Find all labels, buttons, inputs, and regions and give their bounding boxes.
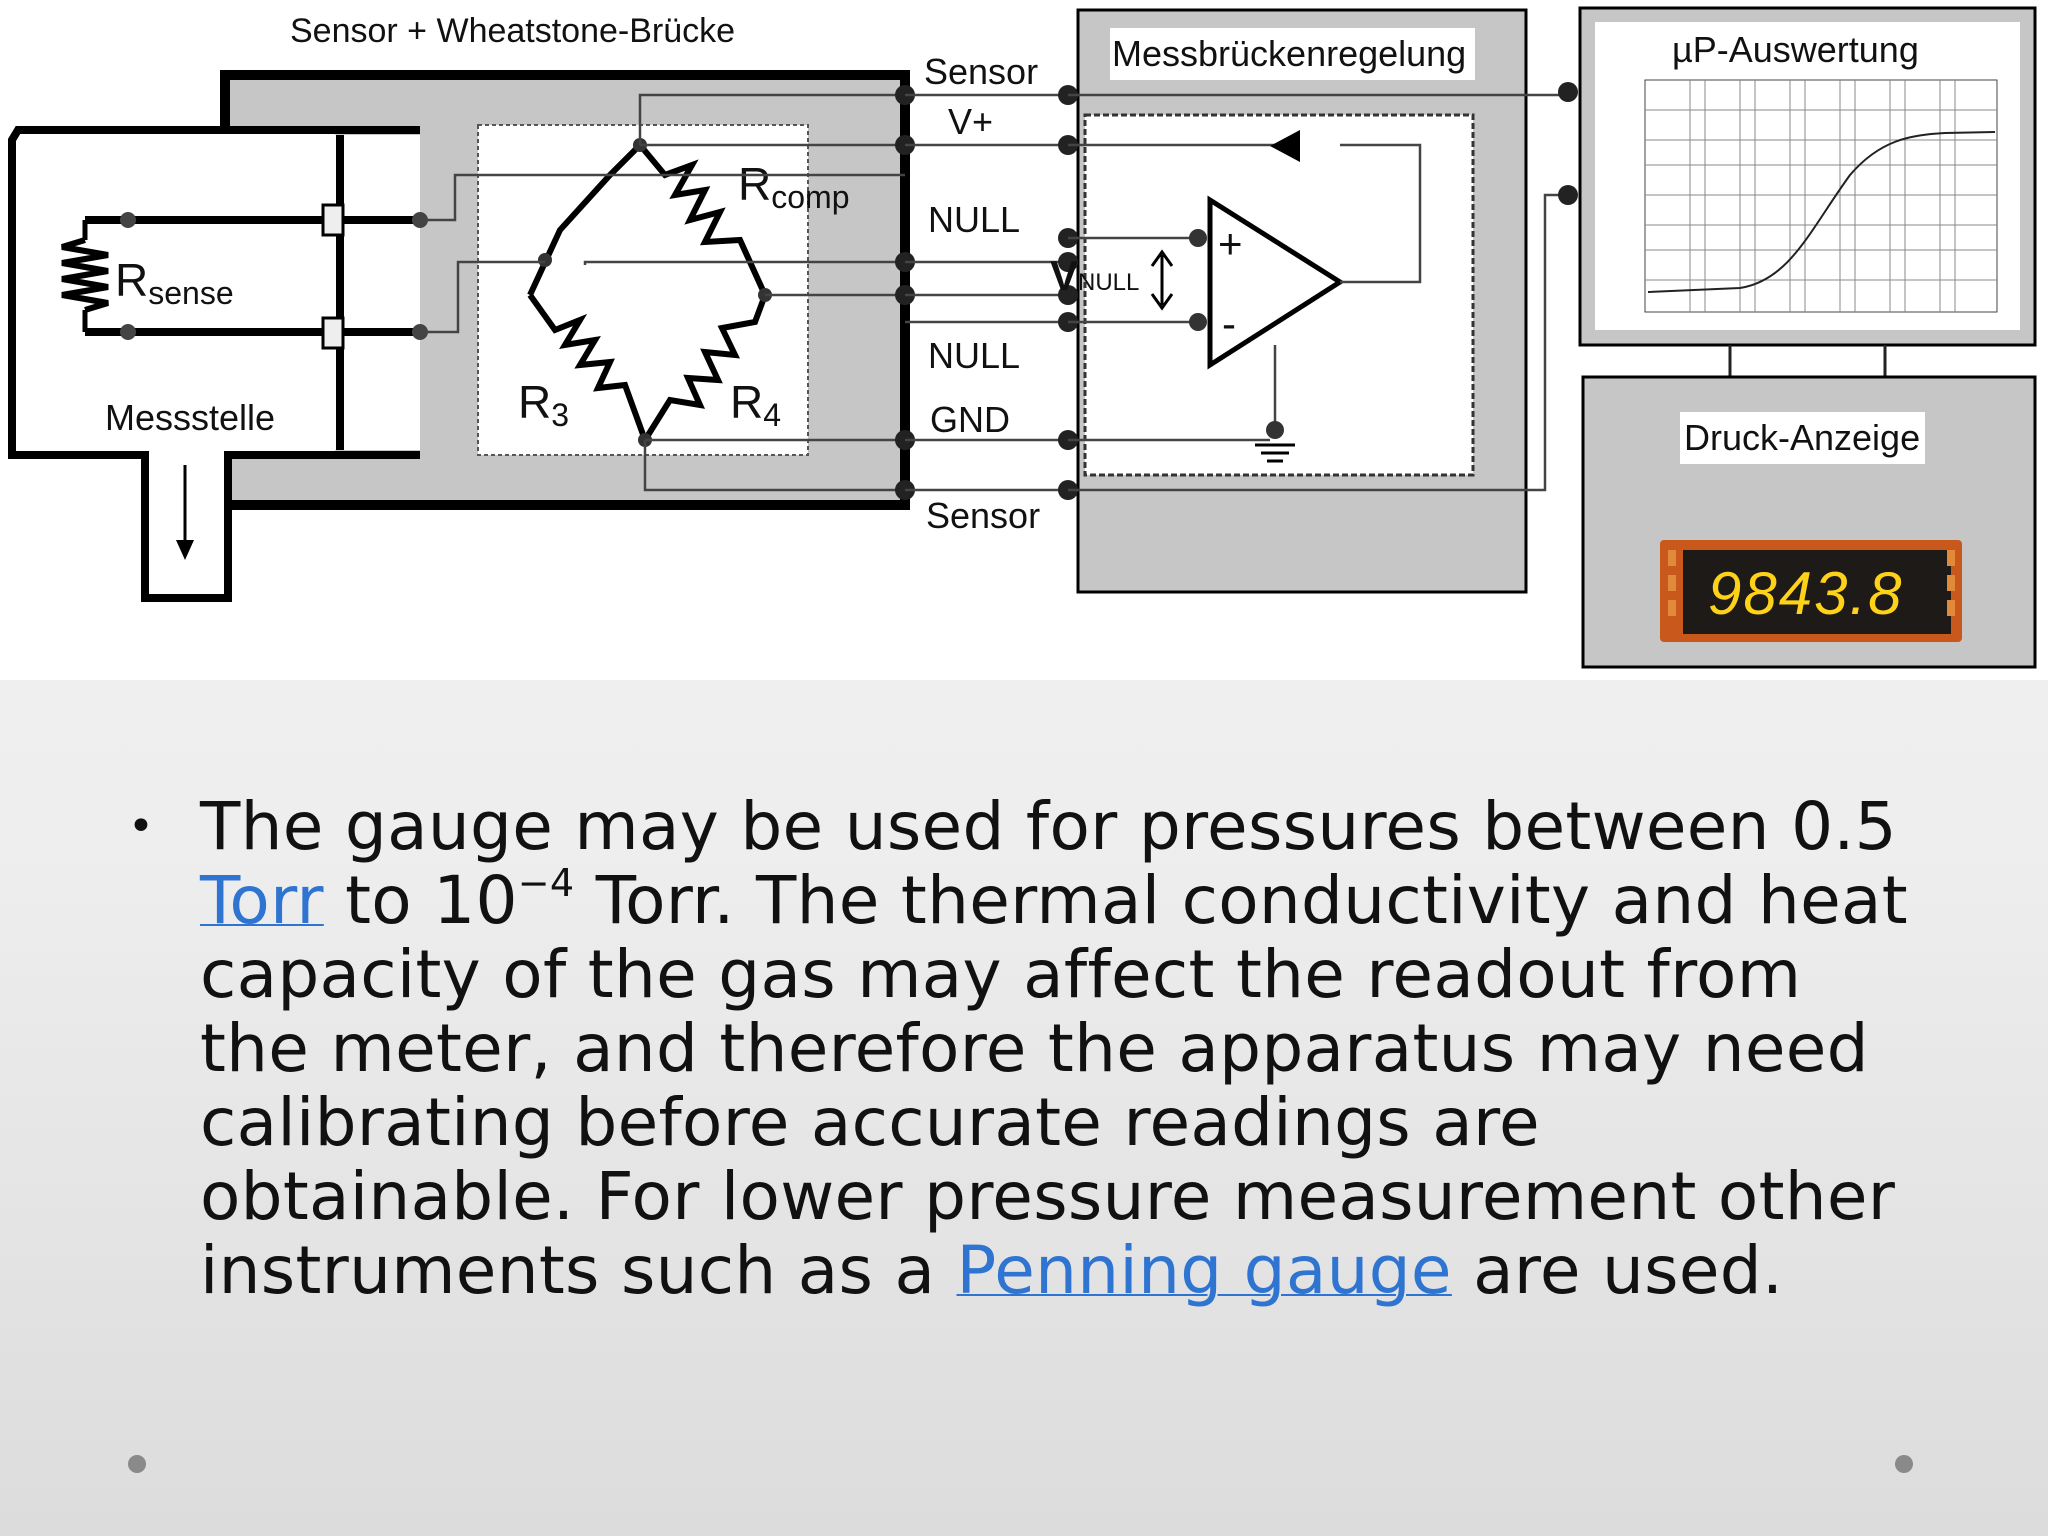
r3-subscript: 3	[551, 397, 570, 433]
vnull-subscript: NULL	[1078, 269, 1140, 296]
measurement-port	[12, 130, 335, 598]
rcomp-subscript: comp	[771, 179, 850, 215]
rcomp-label: R	[738, 158, 772, 210]
torr-link[interactable]: Torr	[200, 862, 324, 939]
body-text-block	[120, 790, 1920, 1374]
terminal-sensor-top: Sensor	[924, 51, 1039, 92]
slide-corner-dot-left	[128, 1455, 146, 1473]
text-part-2: to 10	[323, 862, 518, 939]
text-part-1: The gauge may be used for pressures between 0.5	[200, 788, 1897, 865]
rsense-label: R	[115, 254, 149, 306]
bullet-paragraph	[200, 790, 1920, 1308]
terminal-null-2: NULL	[928, 335, 1021, 376]
messstelle-label: Messstelle	[105, 397, 276, 438]
sensor-block-title: Sensor + Wheatstone-Brücke	[290, 12, 736, 50]
r4-label: R	[730, 376, 764, 428]
bridge-control-title: Messbrückenregelung	[1112, 33, 1467, 74]
terminal-vplus: V+	[948, 101, 994, 142]
terminal-null-1: NULL	[928, 199, 1021, 240]
processor-title: µP-Auswertung	[1672, 29, 1919, 70]
circuit-diagram	[0, 0, 2048, 680]
opamp-minus: -	[1222, 300, 1236, 347]
text-part-4: are used.	[1451, 1232, 1784, 1309]
slide-corner-dot-right	[1895, 1455, 1913, 1473]
display-reading: 9843.8	[1708, 560, 1904, 627]
terminal-sensor-bottom: Sensor	[926, 495, 1041, 536]
exponent: −4	[517, 861, 575, 905]
opamp-plus: +	[1218, 220, 1243, 267]
vnull-label: V	[1050, 252, 1079, 299]
penning-gauge-link[interactable]: Penning gauge	[956, 1232, 1452, 1309]
text-part-3: Torr. The thermal conductivity and heat capacity of the gas may affect the readout from the meter, and therefore the apparatus may need calibrating before accurate readings are obtainable. For lower pressure measurement other instruments such as a	[200, 862, 1908, 1309]
r3-label: R	[518, 376, 552, 428]
display-title: Druck-Anzeige	[1684, 417, 1921, 458]
r4-subscript: 4	[763, 397, 782, 433]
terminal-gnd: GND	[930, 399, 1010, 440]
rsense-subscript: sense	[148, 275, 234, 311]
bullet-icon: •	[128, 801, 154, 852]
